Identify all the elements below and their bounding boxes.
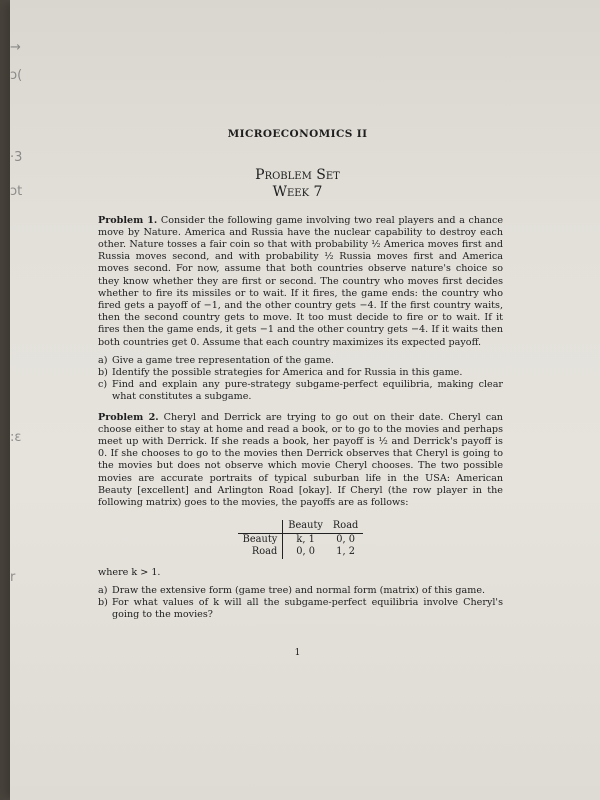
- problem-text: Consider the following game involving two real players and a chance move by Nature. America and Russia have the nuclear capability to destroy each other. Nature tosses a fair coin so that with probability ½ America moves first and Russia moves second, and with probability ½ Russia moves first and America moves second. For now, assume that both countries observe nature's choice so they know whether they are first or second. The country who moves first decides whether to fire its missiles or to wait. If it fires, the game ends: the country who fired gets a payoff of −1, and the other country gets −4. If the first country waits, then the second country gets to move. It too must decide to fire or to wait. If it fires then the game ends, it gets −1 and the other country gets −4. If it waits then both countries get 0. Assume that each country maximizes its expected payoff.: [98, 214, 504, 348]
- list-item: [98, 597, 503, 621]
- payoff-cell: 0, 0: [336, 533, 355, 545]
- matrix-corner: [238, 520, 283, 533]
- page-number: 1: [294, 647, 301, 658]
- item-label: b): [98, 367, 108, 379]
- list-item: [98, 379, 503, 403]
- list-item: [98, 355, 503, 367]
- week-label: Week 7: [272, 184, 323, 201]
- condition-text: where k > 1.: [98, 566, 161, 578]
- payoff-matrix: [238, 520, 364, 559]
- item-label: c): [98, 379, 108, 391]
- margin-scribble: r: [10, 570, 16, 585]
- list-item: [98, 367, 503, 379]
- item-text: Draw the extensive form (game tree) and normal form (matrix) of this game.: [112, 584, 486, 596]
- problem-1-parts: [98, 355, 503, 404]
- item-text: Identify the possible strategies for America and for Russia in this game.: [112, 367, 463, 379]
- problem-label: Problem 1.: [98, 214, 158, 226]
- margin-scribble: ɔ(: [10, 68, 23, 83]
- item-text: For what values of k will all the subgame-perfect equilibria involve Cheryl's going to the movies?: [112, 597, 503, 621]
- table-row: [238, 533, 364, 546]
- item-label: a): [98, 584, 108, 596]
- margin-scribble: :ε: [10, 430, 22, 445]
- payoff-cell: 1, 2: [336, 546, 355, 558]
- problem-2: [98, 412, 503, 510]
- matrix-header-row: [238, 520, 364, 533]
- list-item: [98, 585, 503, 597]
- payoff-cell: k, 1: [296, 533, 315, 545]
- row-header: Beauty: [238, 533, 283, 546]
- problem-2-parts: [98, 585, 503, 622]
- margin-scribble: →: [10, 40, 21, 55]
- item-label: b): [98, 597, 108, 609]
- problem-label: Problem 2.: [98, 411, 159, 423]
- document-title: Problem Set: [255, 167, 340, 184]
- item-text: Give a game tree representation of the game.: [112, 354, 334, 366]
- margin-scribble: ɔt: [10, 184, 23, 199]
- margin-scribble: ·3: [10, 150, 23, 165]
- column-header: Beauty: [283, 520, 328, 533]
- problem-1: [98, 215, 503, 349]
- column-header: Road: [328, 520, 363, 533]
- course-title: MICROECONOMICS II: [227, 128, 368, 140]
- problem-text: Cheryl and Derrick are trying to go out on their date. Cheryl can choose either to stay at home and read a book, or to go to the movies and perhaps meet up with Derrick. If she reads a book, her payoff is ½ and Derrick's payoff is 0. If she chooses to go to the movies then Derrick observes that Cheryl is going to the movies but does not observe which movie Cheryl chooses. The two possible movies are accurate portraits of typical suburban life in the USA: American Beauty [excellent] and Arlington Road [okay]. If Cheryl (the row player in the following matrix) goes to the movies, the payoffs are as follows:: [98, 411, 503, 509]
- item-text: Find and explain any pure-strategy subgame-perfect equilibria, making clear what constitutes a subgame.: [112, 379, 503, 403]
- item-label: a): [98, 354, 108, 366]
- payoff-cell: 0, 0: [296, 546, 315, 558]
- document-body: [98, 128, 503, 659]
- row-header: Road: [238, 546, 283, 559]
- table-row: [238, 546, 364, 559]
